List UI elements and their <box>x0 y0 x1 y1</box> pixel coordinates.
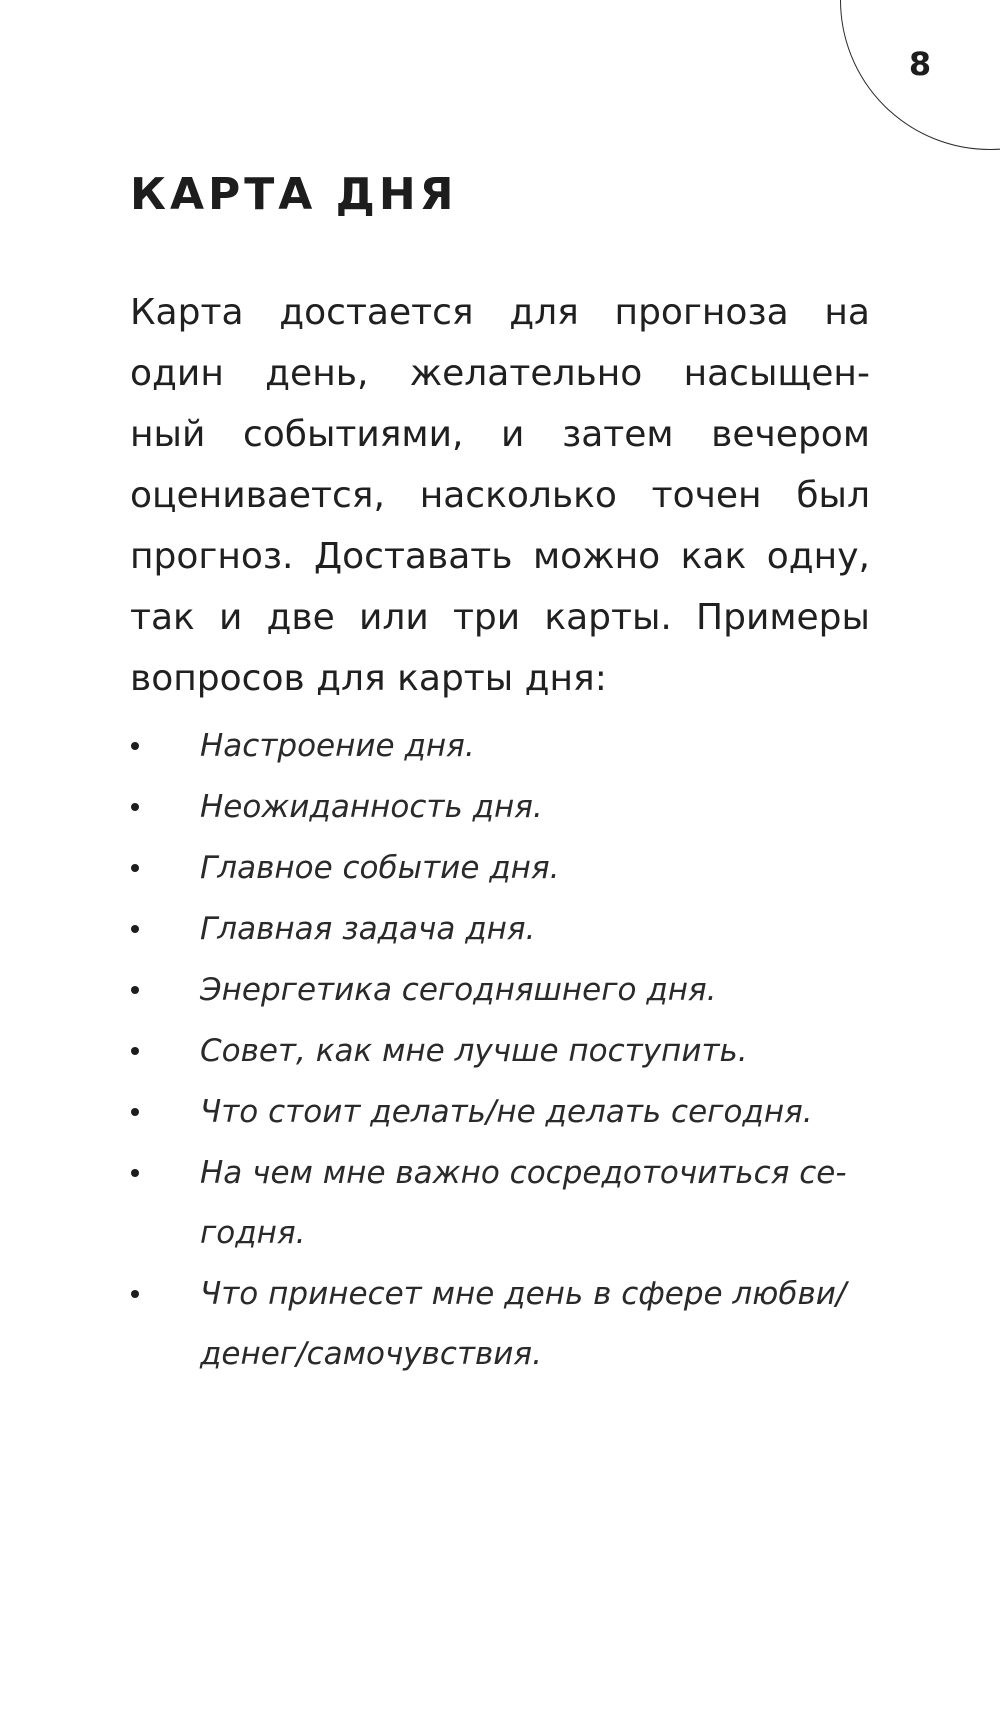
paragraph-word: и <box>501 414 525 455</box>
paragraph-word: вечером <box>711 414 870 455</box>
list-item-text <box>200 777 870 837</box>
paragraph-word: прогноза <box>614 292 789 333</box>
paragraph-word: насколько <box>419 475 617 516</box>
paragraph-word: затем <box>562 414 674 455</box>
page-number: 8 <box>908 45 932 83</box>
paragraph-line <box>130 648 870 709</box>
paragraph-word: был <box>796 475 870 516</box>
page-title: КАРТА ДНЯ <box>130 169 458 220</box>
paragraph-word: или <box>358 597 429 638</box>
bullet-icon <box>131 1290 139 1298</box>
paragraph-word: так <box>130 597 195 638</box>
bullet-icon <box>131 1169 139 1177</box>
examples-list <box>130 716 870 1385</box>
paragraph-word: на <box>824 292 870 333</box>
paragraph-word: оценивается, <box>130 475 385 516</box>
list-item <box>130 1143 870 1263</box>
paragraph-word: Примеры <box>696 597 870 638</box>
list-item-line: Настроение дня. <box>200 728 475 764</box>
list-item <box>130 899 870 959</box>
list-item <box>130 1082 870 1142</box>
list-item-line: Энергетика сегодняшнего дня. <box>200 972 717 1008</box>
paragraph-word: насыщен- <box>683 353 870 394</box>
list-item <box>130 960 870 1020</box>
bullet-icon <box>131 1047 139 1055</box>
paragraph-word: Доставать <box>314 536 513 577</box>
list-item-text <box>200 960 870 1020</box>
list-item <box>130 777 870 837</box>
paragraph-line <box>130 587 870 648</box>
paragraph-word: и <box>218 597 243 638</box>
paragraph-word: можно <box>532 536 661 577</box>
paragraph-word: как <box>680 536 747 577</box>
list-item-line: годня. <box>200 1215 306 1251</box>
list-item-text <box>200 1143 870 1263</box>
paragraph-word: карты. <box>544 597 672 638</box>
list-item <box>130 838 870 898</box>
list-item-line: денег/самочувствия. <box>200 1336 542 1372</box>
paragraph-word: достается <box>279 292 474 333</box>
paragraph-word: одну, <box>766 536 870 577</box>
paragraph-word: точен <box>651 475 762 516</box>
bullet-icon <box>131 925 139 933</box>
paragraph-word: желательно <box>409 353 643 394</box>
bullet-icon <box>131 803 139 811</box>
paragraph-line <box>130 526 870 587</box>
list-item-text <box>200 838 870 898</box>
paragraph-word: один <box>130 353 224 394</box>
paragraph-word: для <box>509 292 579 333</box>
paragraph-word: Карта <box>130 292 244 333</box>
paragraph-line <box>130 404 870 465</box>
list-item-line: Неожиданность дня. <box>200 789 543 825</box>
list-item-line: Главная задача дня. <box>200 911 536 947</box>
paragraph-word: прогноз. <box>130 536 294 577</box>
bullet-icon <box>131 986 139 994</box>
paragraph-word: две <box>266 597 335 638</box>
paragraph-word: три <box>452 597 521 638</box>
list-item-line: Совет, как мне лучше поступить. <box>200 1033 748 1069</box>
list-item-line: Что стоит делать/не делать сегодня. <box>200 1094 813 1130</box>
list-item-text <box>200 1082 870 1142</box>
bullet-icon <box>131 1108 139 1116</box>
list-item <box>130 1264 870 1384</box>
intro-paragraph <box>130 282 870 709</box>
bullet-icon <box>131 742 139 750</box>
list-item-line: Что принесет мне день в сфере любви/ <box>200 1276 847 1312</box>
paragraph-line <box>130 465 870 526</box>
paragraph-line <box>130 282 870 343</box>
list-item-text <box>200 716 870 776</box>
list-item-text <box>200 1264 870 1384</box>
paragraph-word: день, <box>265 353 369 394</box>
paragraph-line <box>130 343 870 404</box>
list-item <box>130 1021 870 1081</box>
bullet-icon <box>131 864 139 872</box>
list-item-text <box>200 899 870 959</box>
list-item-line: На чем мне важно сосредоточиться се- <box>200 1155 847 1191</box>
list-item-text <box>200 1021 870 1081</box>
list-item <box>130 716 870 776</box>
paragraph-word: ный <box>130 414 206 455</box>
paragraph-word: событиями, <box>242 414 464 455</box>
paragraph-word: вопросов для карты дня: <box>130 658 607 699</box>
list-item-line: Главное событие дня. <box>200 850 560 886</box>
